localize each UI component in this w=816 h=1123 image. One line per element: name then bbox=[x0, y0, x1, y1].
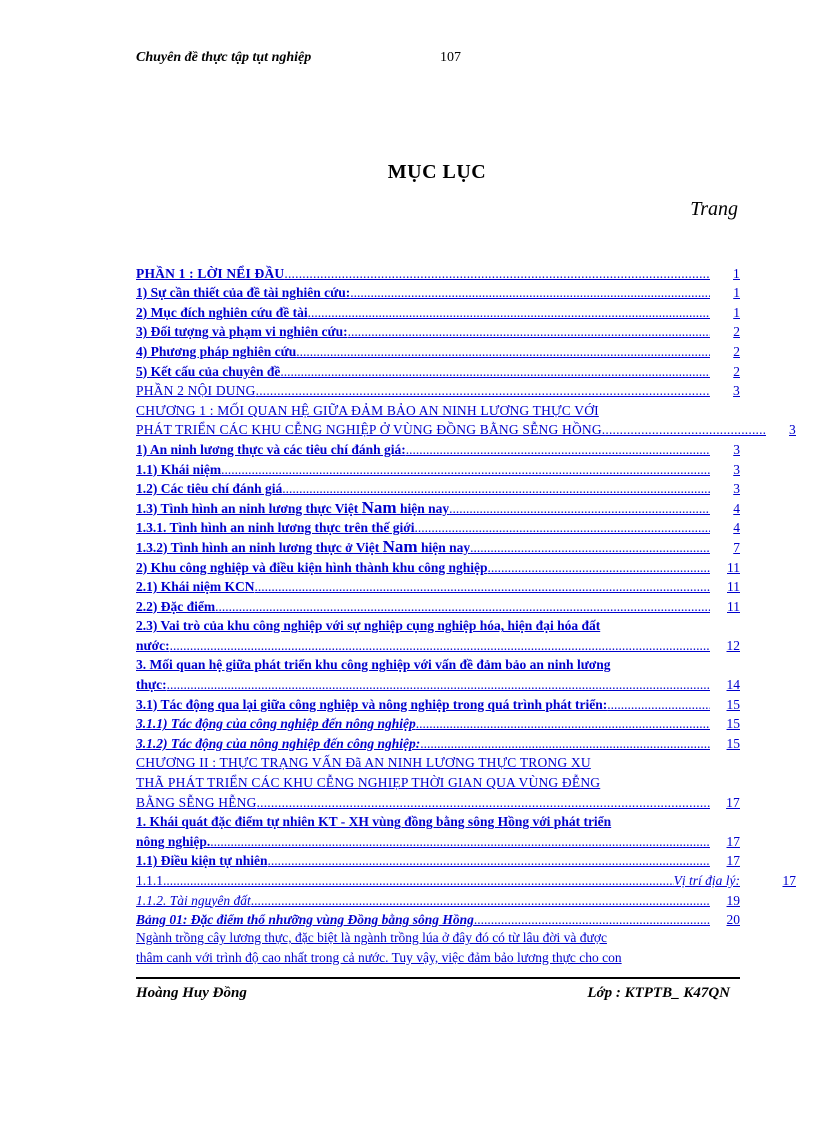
footer-class: Lớp : KTPTB_ K47QN bbox=[587, 985, 730, 1001]
toc-entry[interactable]: nước: ..... 12 bbox=[136, 634, 740, 654]
toc-entry[interactable]: thực: ..... 14 bbox=[136, 673, 740, 693]
toc-entry-line[interactable]: CHƯƠNG II : THỰC TRẠNG VẤN Đã AN NINH LƯƠNG THỰC TRONG XU bbox=[136, 755, 591, 771]
toc-entry[interactable]: 1) Sự cần thiết của đề tài nghiên cứu: ..... 1 bbox=[136, 282, 740, 302]
running-header: Chuyên đề thực tập tụt nghiệp bbox=[136, 50, 312, 65]
toc-entry[interactable]: 1.1.2. Tài nguyên đất ..... 19 bbox=[136, 889, 740, 909]
toc-entry[interactable]: 1.1) Khái niệm ..... 3 bbox=[136, 458, 740, 478]
toc-entry[interactable]: 2.2) Đặc điểm ..... 11 bbox=[136, 595, 740, 615]
toc-entry[interactable]: PHẦN 2 NỘI DUNG ..... 3 bbox=[136, 380, 740, 400]
body-paragraph-line: thâm canh với trình độ cao nhất trong cả nước. Tuy vậy, việc đảm bảo lương thực cho con bbox=[136, 949, 622, 965]
toc-entry[interactable]: 3) Đối tượng và phạm vi nghiên cứu: ..... 2 bbox=[136, 321, 740, 341]
toc-entry[interactable]: 1) An ninh lương thực và các tiêu chí đánh giá: ..... 3 bbox=[136, 438, 740, 458]
toc-entry[interactable]: 3.1.1) Tác động của công nghiệp đến nông nghiệp ..... 15 bbox=[136, 713, 740, 733]
toc-entry[interactable]: 4) Phương pháp nghiên cứu ..... 2 bbox=[136, 340, 740, 360]
toc-entry[interactable]: 5) Kết cấu của chuyên đề ..... 2 bbox=[136, 360, 740, 380]
toc-entry[interactable]: BẰNG SỄNG HỄNG ..... 17 bbox=[136, 791, 740, 811]
page-title: MỤC LỤC bbox=[387, 161, 487, 183]
toc-entry[interactable]: 1.3) Tình hình an ninh lương thực Việt Nam hiện nay ..... 4 bbox=[136, 497, 740, 517]
toc-entry[interactable]: 2) Khu công nghiệp và điều kiện hình thành khu công nghiệp ..... 11 bbox=[136, 556, 740, 576]
body-paragraph-line: Ngành trồng cây lương thực, đặc biệt là ngành trồng lúa ở đây đó có từ lâu đời và được bbox=[136, 930, 607, 946]
page-column-label: Trang bbox=[690, 198, 738, 220]
toc-entry[interactable]: 3.1) Tác động qua lại giữa công nghiệp và nông nghiệp trong quá trình phát triển: ..... 15 bbox=[136, 693, 740, 713]
toc-entry-line[interactable]: THÃ PHÁT TRIỂN CÁC KHU CỄNG NGHIẸP THỜI GIAN QUA VÙNG ĐỄNG bbox=[136, 775, 601, 791]
toc-entry-line[interactable]: CHƯƠNG 1 : MỐI QUAN HỆ GIỮA ĐẢM BẢO AN NINH LƯƠNG THỰC VỚI bbox=[136, 402, 599, 418]
table-of-contents bbox=[136, 262, 796, 967]
toc-entry[interactable]: nông nghiệp. ..... 17 bbox=[136, 830, 740, 850]
toc-entry[interactable]: PHẦN 1 : LỜI NỂI ĐẦU ..... 1 bbox=[136, 262, 740, 282]
toc-entry-line[interactable]: 3. Mối quan hệ giữa phát triển khu công nghiệp với vấn đề đảm bảo an ninh lương bbox=[136, 657, 611, 673]
toc-entry[interactable]: 1.2) Các tiêu chí đánh giá ..... 3 bbox=[136, 478, 740, 498]
toc-entry[interactable]: 1.1) Điều kiện tự nhiên ..... 17 bbox=[136, 850, 740, 870]
page-number: 107 bbox=[440, 50, 461, 65]
toc-entry[interactable]: 1.3.1. Tình hình an ninh lương thực trên thế giới ..... 4 bbox=[136, 517, 740, 537]
toc-entry[interactable]: 2) Mục đích nghiên cứu đề tài ..... 1 bbox=[136, 301, 740, 321]
footer-author: Hoàng Huy Đồng bbox=[136, 985, 247, 1001]
toc-entry[interactable]: 2.1) Khái niệm KCN ..... 11 bbox=[136, 576, 740, 596]
toc-entry-line[interactable]: 2.3) Vai trò của khu công nghiệp với sự nghiệp cụng nghiệp hóa, hiện đại hóa đất bbox=[136, 618, 601, 634]
footer-divider bbox=[136, 977, 740, 979]
toc-entry[interactable]: 3.1.2) Tác động của nông nghiệp đến công nghiệp: ..... 15 bbox=[136, 732, 740, 752]
toc-entry[interactable]: 1.1.1. ..... Vị trí địa lý: 17 bbox=[136, 869, 796, 889]
toc-entry-line[interactable]: 1. Khái quát đặc điểm tự nhiên KT - XH vùng đồng bằng sông Hồng với phát triển bbox=[136, 814, 612, 830]
toc-entry[interactable]: 1.3.2) Tình hình an ninh lương thực ở Việt Nam hiện nay ..... 7 bbox=[136, 536, 740, 556]
toc-entry[interactable]: PHÁT TRIỂN CÁC KHU CỄNG NGHIỆP Ở VÙNG ĐỒNG BẰNG SỄNG HỒNG. ..... 3 bbox=[136, 419, 796, 439]
toc-entry[interactable]: Bảng 01: Đặc điểm thổ nhưỡng vùng Đồng bằng sông Hồng ..... 20 bbox=[136, 909, 740, 929]
